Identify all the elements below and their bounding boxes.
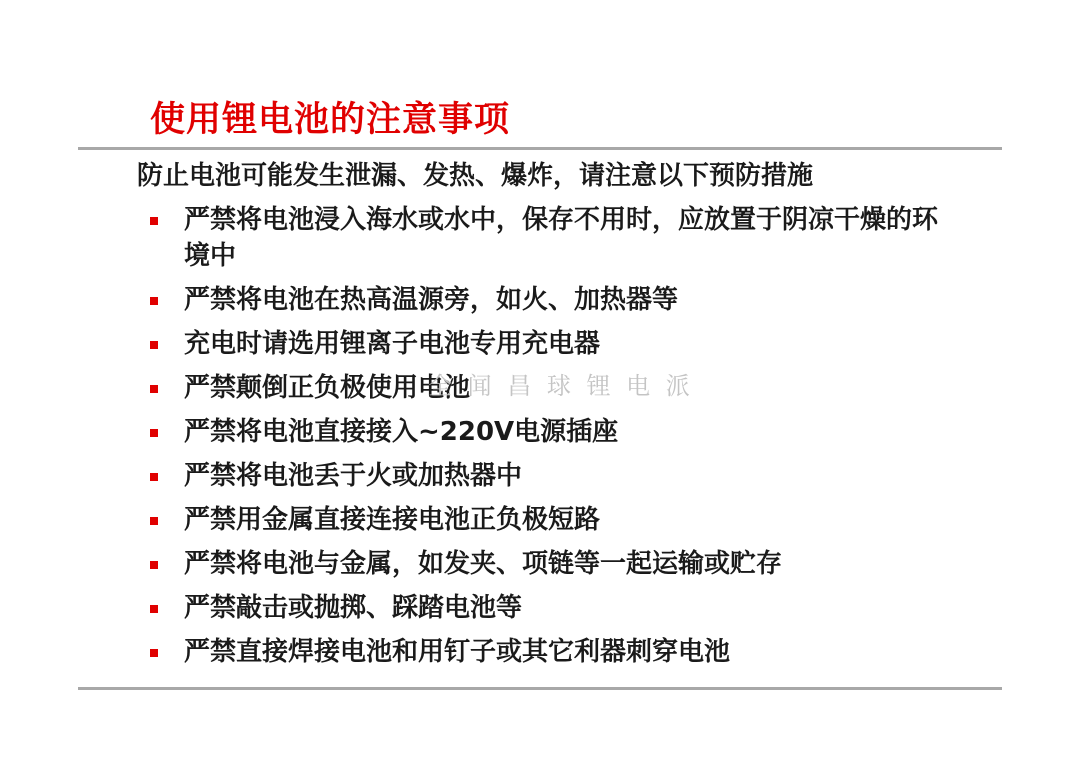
rule-item (150, 202, 970, 274)
rule-item (150, 634, 970, 670)
rule-text: 严禁将电池与金属，如发夹、项链等一起运输或贮存 (184, 549, 783, 579)
rule-text: 严禁将电池直接接入~220V电源插座 (184, 417, 619, 447)
intro-text: 防止电池可能发生泄漏、发热、爆炸，请注意以下预防措施 (137, 161, 814, 191)
rule-text: 严禁颠倒正负极使用电池 (184, 373, 471, 403)
square-bullet-icon (150, 429, 158, 437)
rule-text: 严禁将电池丢于火或加热器中 (184, 461, 523, 491)
bottom-divider (78, 687, 1002, 690)
rule-text: 严禁将电池在热高温源旁，如火、加热器等 (184, 285, 679, 315)
rules-list (150, 202, 970, 678)
rule-text: 严禁将电池浸入海水或水中，保存不用时，应放置于阴凉干燥的环境中 (184, 205, 939, 271)
rule-item (150, 546, 970, 582)
rule-text: 严禁直接焊接电池和用钉子或其它利器刺穿电池 (184, 637, 731, 667)
watermark-text: 全 闻 昌 球 锂 电 派 (428, 372, 694, 400)
square-bullet-icon (150, 605, 158, 613)
rule-text: 严禁用金属直接连接电池正负极短路 (184, 505, 601, 535)
square-bullet-icon (150, 217, 158, 225)
square-bullet-icon (150, 649, 158, 657)
square-bullet-icon (150, 561, 158, 569)
top-divider (78, 147, 1002, 150)
slide-title: 使用锂电池的注意事项 (150, 100, 511, 140)
rule-item (150, 326, 970, 362)
rule-text: 充电时请选用锂离子电池专用充电器 (184, 329, 601, 359)
rule-item (150, 458, 970, 494)
rule-item (150, 282, 970, 318)
square-bullet-icon (150, 385, 158, 393)
rule-item (150, 502, 970, 538)
rule-item (150, 590, 970, 626)
square-bullet-icon (150, 517, 158, 525)
square-bullet-icon (150, 297, 158, 305)
rule-text: 严禁敲击或抛掷、踩踏电池等 (184, 593, 523, 623)
square-bullet-icon (150, 473, 158, 481)
square-bullet-icon (150, 341, 158, 349)
rule-item (150, 414, 970, 450)
